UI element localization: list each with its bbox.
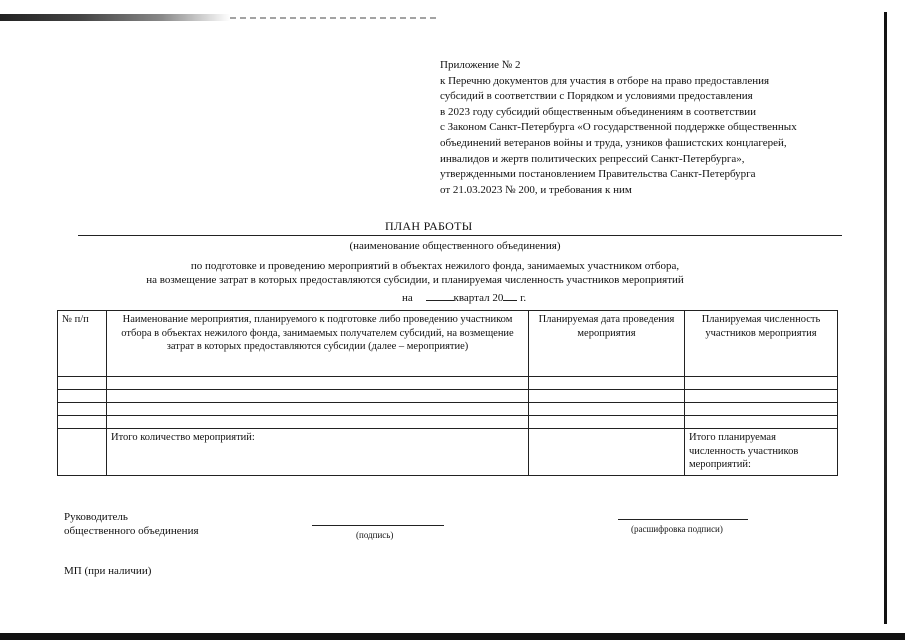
head-title xyxy=(64,510,199,538)
decode-line xyxy=(618,519,748,520)
org-name-caption: (наименование общественного объединения) xyxy=(349,240,561,252)
header-name-main: Наименование мероприятия, планируемого к подготовке либо проведению участником отбора в объектах нежилого фонда, занимаемых получателем субсидий, на возмещение затрат в которых предоставляются субсидии xyxy=(121,314,514,352)
period-on: на xyxy=(402,292,413,304)
scan-edge-top-faint xyxy=(230,17,440,19)
head-line-2: общественного объединения xyxy=(64,525,199,537)
table-total-row xyxy=(58,429,838,476)
appendix-header xyxy=(440,58,860,198)
table-row xyxy=(58,377,838,390)
period-year-suffix: г. xyxy=(520,292,527,304)
document-title: ПЛАН РАБОТЫ xyxy=(385,219,473,233)
signature-caption: (подпись) xyxy=(356,530,394,540)
org-name-line xyxy=(78,235,842,236)
table-row xyxy=(58,416,838,429)
header-num: № п/п xyxy=(58,311,107,377)
appendix-line: объединений ветеранов войны и труда, узников фашистских концлагерей, xyxy=(440,136,787,149)
appendix-line: Приложение № 2 xyxy=(440,59,521,71)
period-year-prefix: 20 xyxy=(492,292,504,304)
purpose-line-1: по подготовке и проведению мероприятий в объектах нежилого фонда, занимаемых участником отбора, xyxy=(190,260,680,272)
appendix-line: инвалидов и жертв политических репрессий Санкт-Петербурга», xyxy=(440,152,745,165)
scan-edge-top xyxy=(0,14,230,21)
appendix-line: утвержденными постановлением Правительства Санкт-Петербурга xyxy=(440,168,756,181)
appendix-line: в 2023 году субсидий общественным объединениям в соответствии xyxy=(440,105,756,118)
header-date: Планируемая дата проведения мероприятия xyxy=(529,311,685,377)
table-header-row xyxy=(58,311,838,377)
header-count: Планируемая численность участников мероприятия xyxy=(685,311,838,377)
signature-line xyxy=(312,525,444,526)
period-quarter: квартал xyxy=(453,292,490,304)
header-name xyxy=(107,311,529,377)
total-count-label: Итого планируемая численность участников xyxy=(689,432,799,457)
table-row xyxy=(58,403,838,416)
stamp-note: МП (при наличии) xyxy=(64,565,152,577)
appendix-line: от 21.03.2023 № 200, и требования к ним xyxy=(440,183,632,196)
total-count-label-tail: мероприятий: xyxy=(689,459,751,470)
total-events-label: Итого количество мероприятий: xyxy=(107,429,529,476)
purpose-line-2: на возмещение затрат в которых предоставляются субсидии, и планируемая численность участников мероприятий xyxy=(146,274,684,286)
head-line-1: Руководитель xyxy=(64,511,128,523)
appendix-line: к Перечню документов для участия в отборе на право предоставления xyxy=(440,74,770,87)
header-name-note: (далее – мероприятие) xyxy=(368,341,469,352)
decode-caption: (расшифровка подписи) xyxy=(631,524,723,534)
quarter-blank xyxy=(426,290,454,301)
table-row xyxy=(58,390,838,403)
total-count-cell xyxy=(685,429,838,476)
appendix-line: с Законом Санкт-Петербурга «О государственной поддержке общественных xyxy=(440,121,797,134)
scan-edge-right xyxy=(884,12,887,624)
scan-edge-bottom xyxy=(0,633,905,640)
year-blank xyxy=(503,290,517,301)
period-line xyxy=(402,290,526,304)
plan-table xyxy=(57,310,838,476)
appendix-line: субсидий в соответствии с Порядком и условиями предоставления xyxy=(440,90,753,103)
